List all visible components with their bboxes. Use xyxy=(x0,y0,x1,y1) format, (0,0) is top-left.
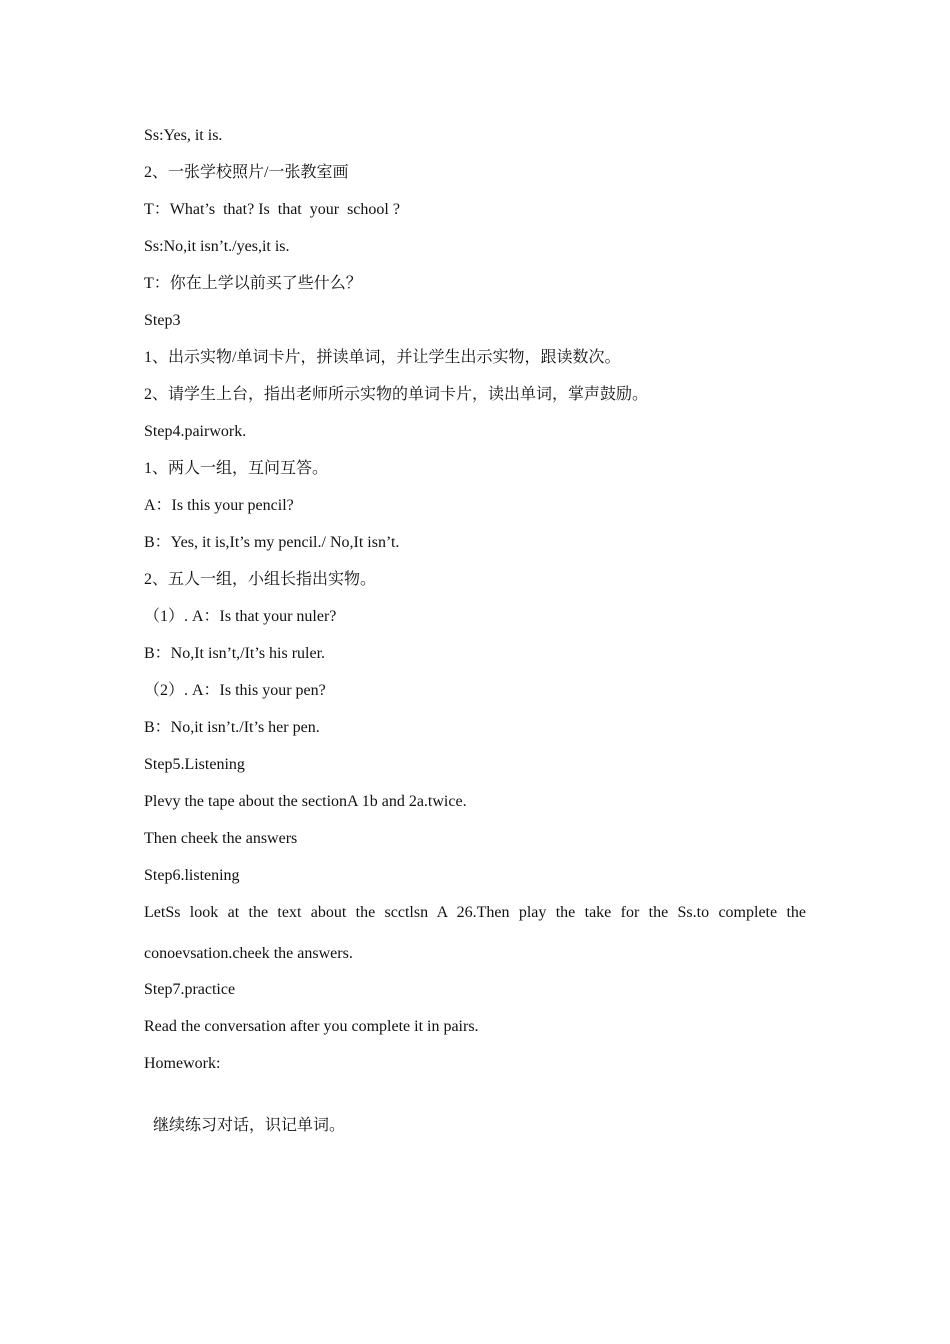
text-line: 2、一张学校照片/一张教室画 xyxy=(144,164,349,181)
text-line: 2、请学生上台，指出老师所示实物的单词卡片，读出单词，掌声鼓励。 xyxy=(144,386,649,403)
step-heading: Step6.listening xyxy=(144,867,240,884)
dialogue-line: B：No,it isn’t./It’s her pen. xyxy=(144,719,320,736)
text-line: Ss:Yes, it is. xyxy=(144,127,223,144)
dialogue-line: （1）. A：Is that your nuler? xyxy=(144,608,337,625)
dialogue-line: B：No,It isn’t,/It’s his ruler. xyxy=(144,645,326,662)
step-heading: Step3 xyxy=(144,312,181,329)
step-heading: Step4.pairwork. xyxy=(144,423,247,440)
spacer xyxy=(144,1089,806,1114)
dialogue-line: （2）. A：Is this your pen? xyxy=(144,682,326,699)
step-heading: Step5.Listening xyxy=(144,756,245,773)
step-heading: Step7.practice xyxy=(144,981,236,998)
homework-heading: Homework: xyxy=(144,1055,221,1072)
text-line: Read the conversation after you complete it in pairs. xyxy=(144,1018,479,1035)
text-line: 2、五人一组，小组长指出实物。 xyxy=(144,571,377,588)
instruction-paragraph: LetSs look at the text about the scctlsn A 26.Then play the take for the Ss.to complete the conoevsation.cheek the answers. xyxy=(144,904,806,962)
text-line: Then cheek the answers xyxy=(144,830,298,847)
text-line: Ss:No,it isn’t./yes,it is. xyxy=(144,238,290,255)
text-line: 1、出示实物/单词卡片，拼读单词，并让学生出示实物，跟读数次。 xyxy=(144,349,621,366)
text-line: T：你在上学以前买了些什么？ xyxy=(144,275,362,292)
homework-text: 继续练习对话，识记单词。 xyxy=(153,1117,346,1134)
lesson-content xyxy=(144,124,806,1151)
dialogue-line: A：Is this your pencil? xyxy=(144,497,294,514)
text-line: T：What’s that? Is that your school ? xyxy=(144,201,400,218)
text-line: 1、两人一组，互问互答。 xyxy=(144,460,329,477)
dialogue-line: B：Yes, it is,It’s my pencil./ No,It isn’t. xyxy=(144,534,400,551)
text-line: Plevy the tape about the sectionA 1b and 2a.twice. xyxy=(144,793,467,810)
